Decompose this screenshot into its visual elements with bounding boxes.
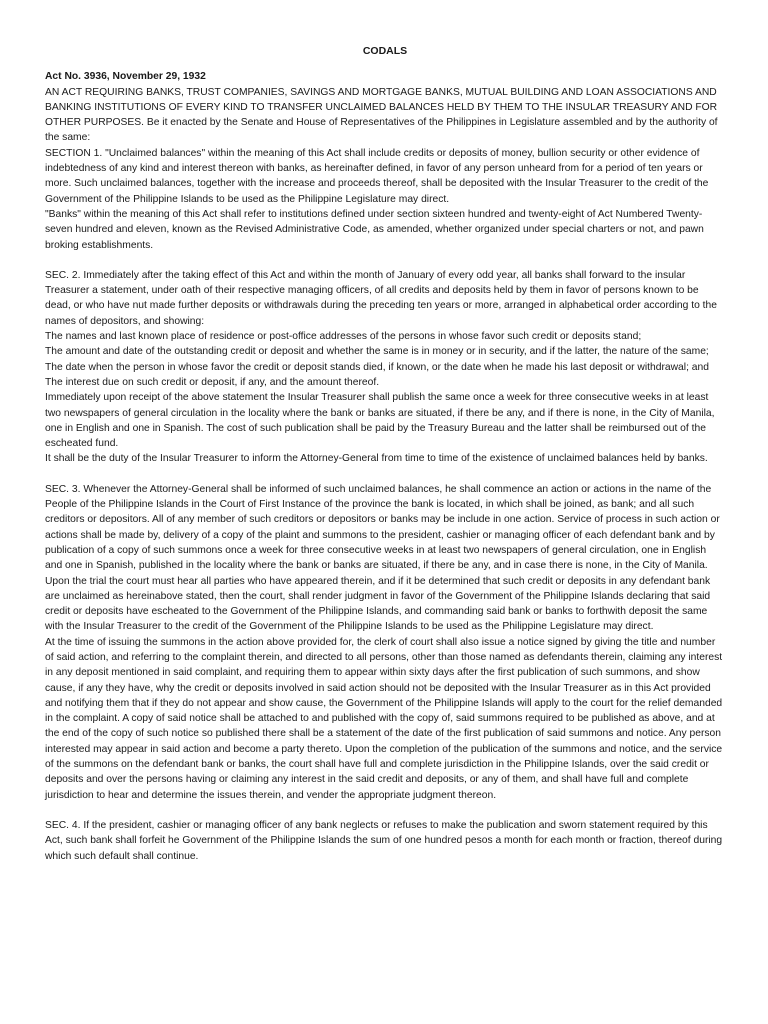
paragraph: The names and last known place of residence or post-office addresses of the persons in whose favor such credit or deposits stand;: [45, 331, 642, 343]
paragraph: SEC. 2. Immediately after the taking effect of this Act and within the month of January of every odd year, all banks shall forward to the insular Treasurer a statement, under oath of their respective managing officers, of all credits and deposits held by them in favor of persons known to be dead, or who have nut made further deposits or withdrawals during the preceding ten years or more, arranged in alphabetical order according to the names of depositors, and showing:: [45, 269, 717, 327]
section-spacer: [45, 253, 725, 268]
paragraph: The date when the person in whose favor the credit or deposit stands died, if known, or the date when he made his last deposit or withdrawal; and: [45, 361, 709, 373]
paragraph: SEC. 4. If the president, cashier or managing officer of any bank neglects or refuses to make the publication and sworn statement required by this Act, such bank shall forfeit he Government of the Philippine Islands the sum of one hundred pesos a month for each month or fraction, thereof during which such default shall continue.: [45, 819, 723, 862]
paragraph: Immediately upon receipt of the above statement the Insular Treasurer shall publish the same once a week for three consecutive weeks in at least two newspapers of general circulation in the locality where the bank or banks are situated, if there be any, and if there is none, in the City of Manila, one in English and one in Spanish. The cost of such publication shall be paid by the Treasury Bureau and the latter shall be reimbursed out of the escheated fund.: [45, 392, 715, 450]
act-heading: Act No. 3936, November 29, 1932: [45, 71, 206, 83]
section-2: [45, 268, 725, 467]
paragraph: It shall be the duty of the Insular Treasurer to inform the Attorney-General from time to time of the existence of unclaimed balances held by banks.: [45, 453, 708, 465]
paragraph: "Banks" within the meaning of this Act shall refer to institutions defined under section sixteen hundred and twenty-eight of Act Numbered Twenty-seven hundred and eleven, known as the Revised Administrative Code, as amended, whether organized under special charters or not, and pawn broking establishments.: [45, 208, 704, 251]
section-1: [45, 146, 725, 253]
paragraph: SECTION 1. "Unclaimed balances" within the meaning of this Act shall include credits or deposits of money, bullion security or other evidence of indebtedness of any kind and interest thereon with banks, as hereinafter defined, in favor of any person unheard from for a period of ten years or more. Such unclaimed balances, together with the increase and proceeds thereof, shall be deposited with the Insular Treasurer to the credit of the Government of the Philippine Islands to be used as the Philippine Legislature may direct.: [45, 147, 709, 205]
paragraph: SEC. 3. Whenever the Attorney-General shall be informed of such unclaimed balances, he shall commence an action or actions in the name of the People of the Philippine Islands in the Court of First Instance of the province the bank is located, in which shall be joined, as bank; and all such creditors or depositors. All of any member of such creditors or depositors or banks may be include in one action. Service of process in such action or actions shall be made by, delivery of a copy of the plaint and summons to the president, cashier or managing officer of each defendant bank and by publication of a copy of such summons once a week for three consecutive weeks in at least two newspapers of general circulation, one in English and one in Spanish, published in the locality where the bank or banks are situated, if there be any, and in case there is none, in the City of Manila. Upon the trial the court must hear all parties who have appeared therein, and if it be determined that such credit or deposits in any defendant bank are unclaimed as hereinabove stated, then the court, shall render judgment in favor of the Government of the Philippine Islands declaring that said credit or deposits have escheated to the Government of the Philippine Islands, and commanding said bank or banks to forthwith deposit the same with the Insular Treasurer to the credit of the Government of the Philippine Islands to be used as the Philippine Legislature may direct.: [45, 483, 720, 633]
paragraph: At the time of issuing the summons in the action above provided for, the clerk of court shall also issue a notice signed by giving the title and number of said action, and referring to the complaint therein, and directed to all persons, other than those named as defendants therein, claiming any interest in any deposit mentioned in said complaint, and requiring them to appear within sixty days after the first publication of such summons, and show cause, if any they have, why the credit or deposits involved in said action should not be deposited with the Insular Treasurer as in this Act provided and notifying them that if they do not appear and show cause, the Government of the Philippine Islands will apply to the court for the relief demanded in the complaint. A copy of said notice shall be attached to and published with the copy of, said summons required to be published as above, and at the end of the copy of such notice so published there shall be a statement of the date of the first publication of said summons and notice. Any person interested may appear in said action and become a party thereto. Upon the completion of the publication of the summons and notice, and the service of the summons on the defendant bank or banks, the court shall have full and complete jurisdiction in the Philippine Islands, over the said credit or deposits and over the persons having or claiming any interest in the said credit and deposits, or any of them, and shall have full and complete jurisdiction to hear and determine the issues therein, and vender the appropriate judgment thereon.: [45, 636, 723, 801]
document-title: CODALS: [362, 45, 408, 57]
section-spacer: [45, 803, 725, 818]
preamble: AN ACT REQUIRING BANKS, TRUST COMPANIES, SAVINGS AND MORTGAGE BANKS, MUTUAL BUILDING AND LOAN ASSOCIATIONS AND BANKING INSTITUTIONS OF EVERY KIND TO TRANSFER UNCLAIMED BALANCES HELD BY THEM TO THE INSULAR TREASURY AND FOR OTHER PURPOSES. Be it enacted by the Senate and House of Representatives of the Philippines in Legislature assembled and by the authority of the same:: [45, 86, 718, 144]
paragraph: The interest due on such credit or deposit, if any, and the amount thereof.: [45, 376, 380, 388]
section-4: [45, 818, 725, 864]
section-spacer: [45, 467, 725, 482]
section-3: [45, 482, 725, 803]
document-page: [45, 44, 725, 864]
paragraph: The amount and date of the outstanding credit or deposit and whether the same is in money or in security, and if the latter, the nature of the same;: [45, 346, 709, 358]
